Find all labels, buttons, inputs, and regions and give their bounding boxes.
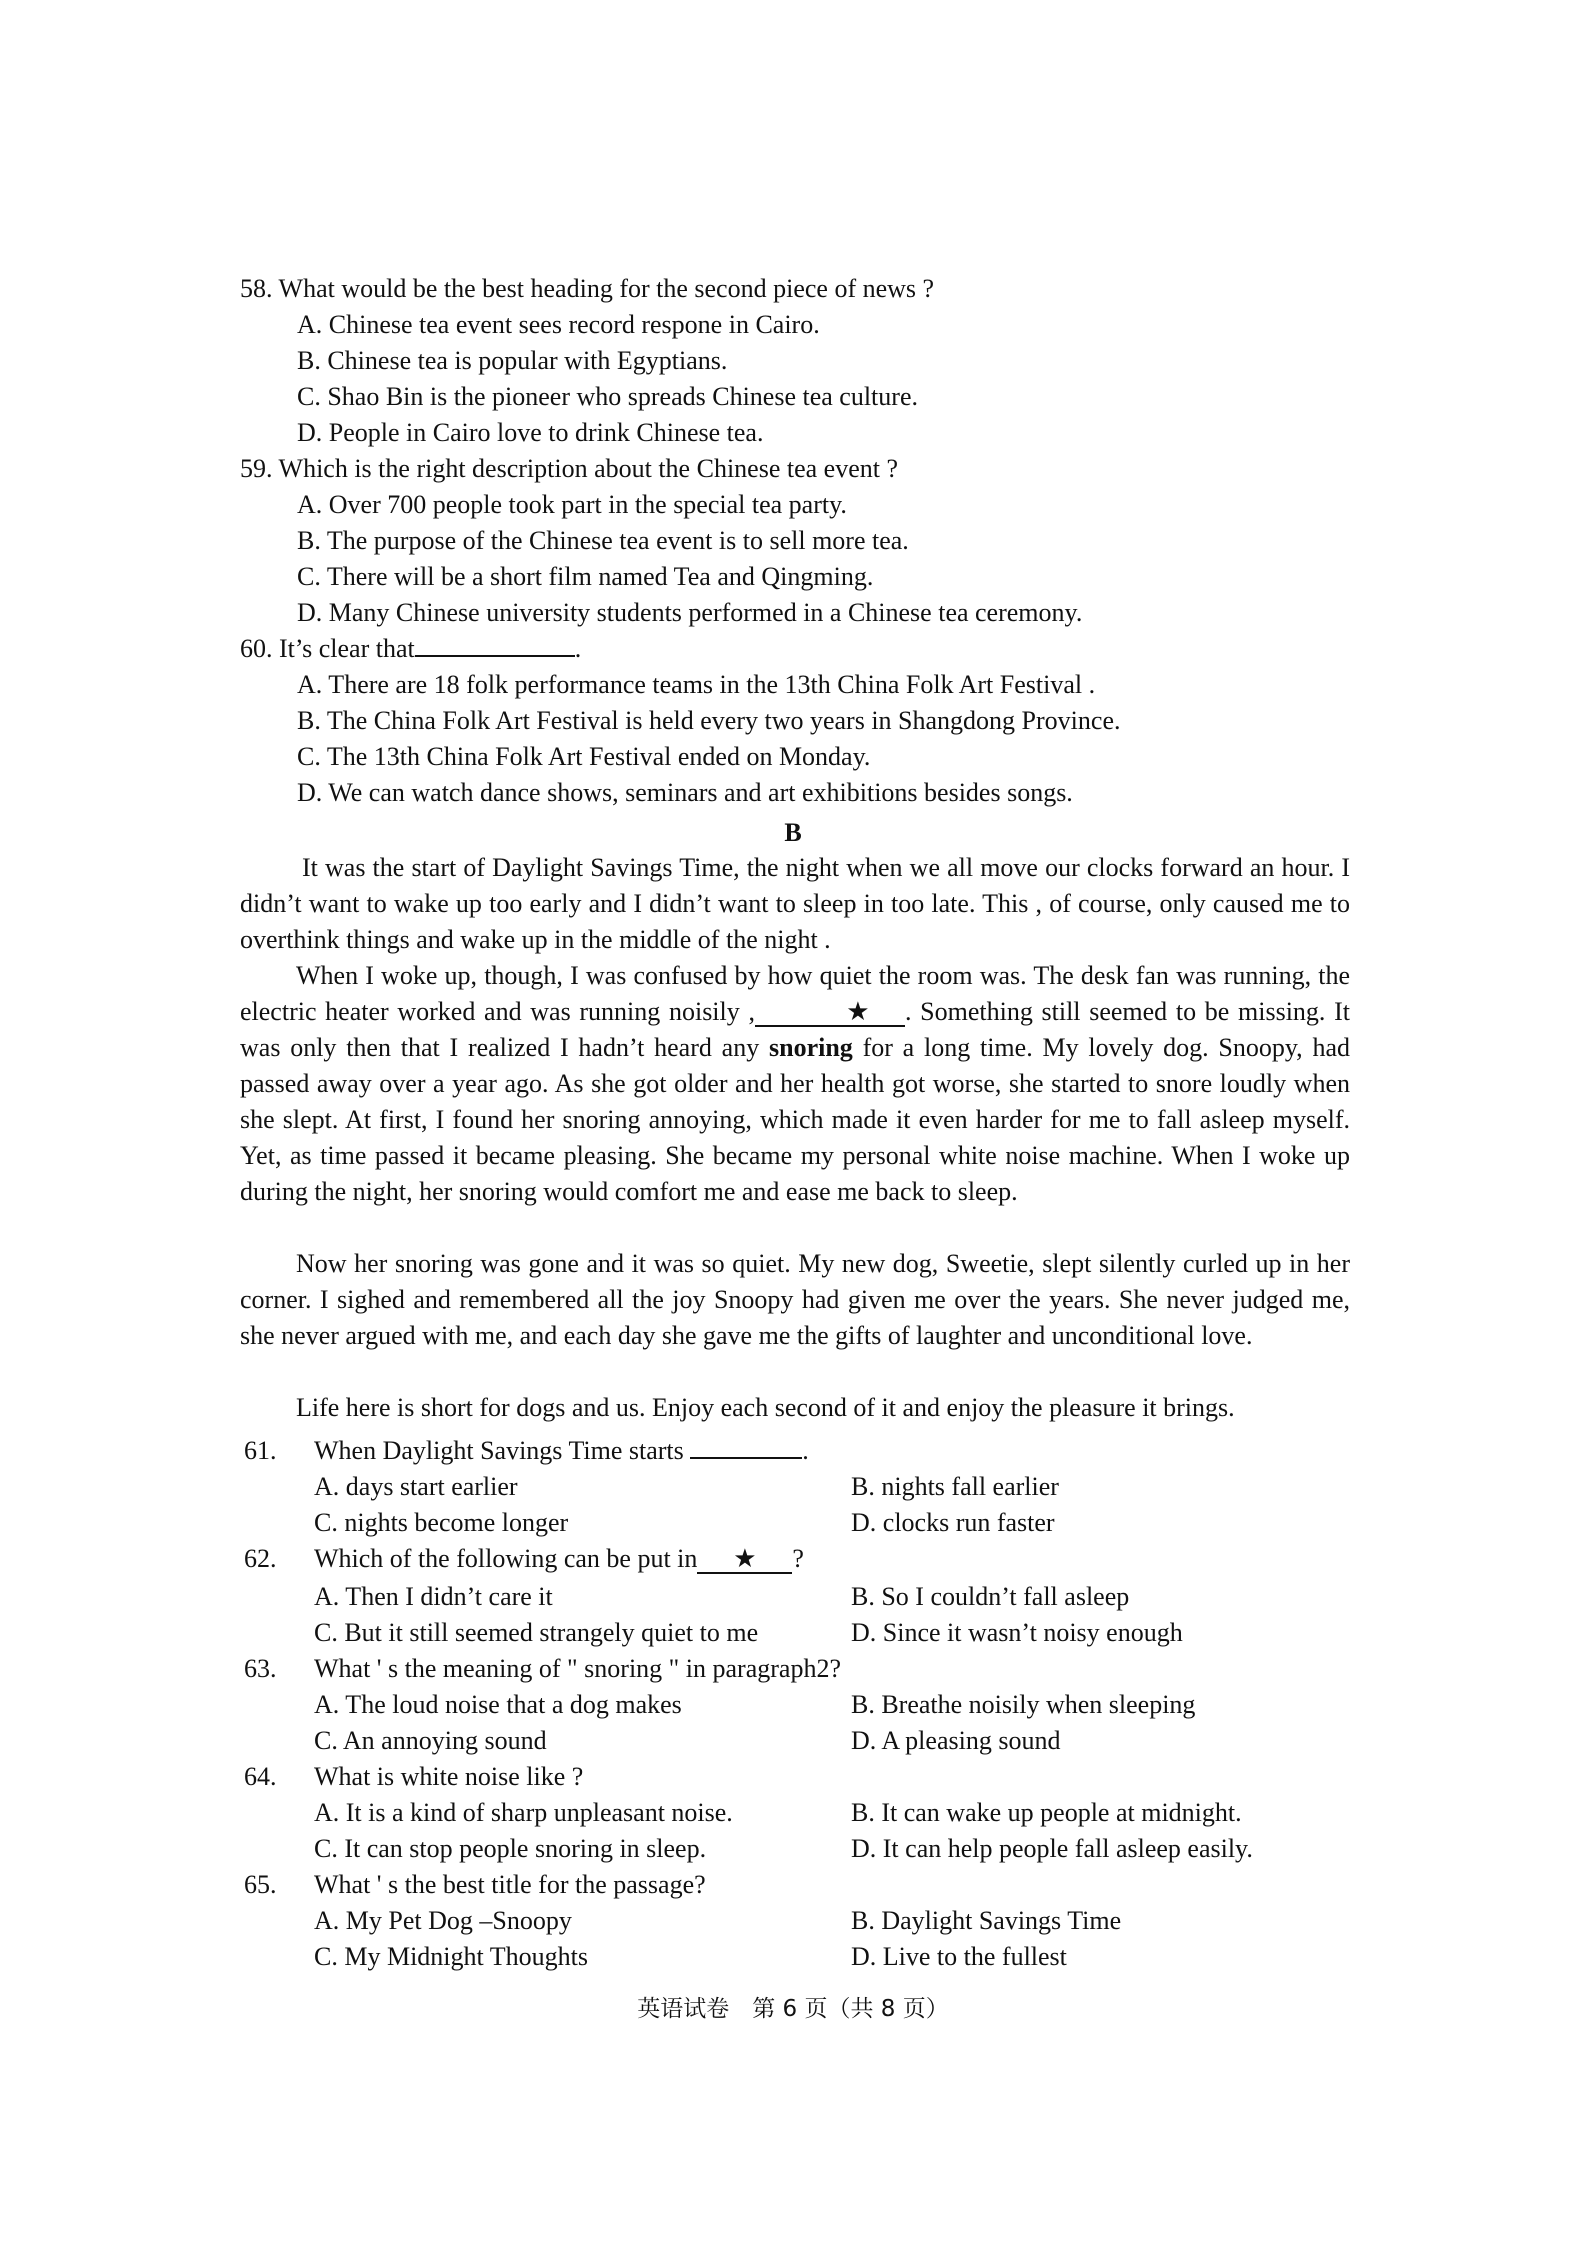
star-blank bbox=[755, 999, 905, 1027]
q65-option-c: C. My Midnight Thoughts bbox=[314, 1942, 589, 1971]
q60-option-a: A. There are 18 folk performance teams in the 13th China Folk Art Festival . bbox=[297, 670, 1096, 699]
q62-option-b: B. So I couldn’t fall asleep bbox=[851, 1582, 1130, 1611]
q64-option-b: B. It can wake up people at midnight. bbox=[851, 1798, 1242, 1827]
q62-stem-prefix: Which of the following can be put in bbox=[314, 1544, 698, 1573]
section-heading: B bbox=[784, 818, 802, 847]
passage-paragraph-1: It was the start of Daylight Savings Time, the night when we all move our clocks forward an hour. I didn’t want to wake up too early and I didn’t want to sleep in too late. This , of course, only caused me to overthink things and wake up in the middle of the night . bbox=[240, 853, 1350, 954]
q61-option-a: A. days start earlier bbox=[314, 1472, 518, 1501]
q61-number: 61. bbox=[244, 1436, 277, 1465]
answer-blank bbox=[415, 655, 575, 657]
q60-stem-suffix: . bbox=[574, 634, 582, 663]
star-icon: ★ bbox=[846, 997, 870, 1026]
q63-option-d: D. A pleasing sound bbox=[851, 1726, 1061, 1755]
q60-option-d: D. We can watch dance shows, seminars and art exhibitions besides songs. bbox=[297, 778, 1073, 807]
q59-option-d: D. Many Chinese university students performed in a Chinese tea ceremony. bbox=[297, 598, 1083, 627]
q61-stem-prefix: When Daylight Savings Time starts bbox=[314, 1436, 684, 1465]
q59-option-c: C. There will be a short film named Tea and Qingming. bbox=[297, 562, 874, 591]
answer-blank bbox=[690, 1457, 802, 1459]
q58-option-d: D. People in Cairo love to drink Chinese tea. bbox=[297, 418, 764, 447]
snoring-keyword: snoring bbox=[768, 1033, 853, 1062]
q61-option-b: B. nights fall earlier bbox=[851, 1472, 1059, 1501]
q64-option-c: C. It can stop people snoring in sleep. bbox=[314, 1834, 707, 1863]
q58-stem: 58. What would be the best heading for the second piece of news ? bbox=[240, 274, 935, 303]
q63-option-b: B. Breathe noisily when sleeping bbox=[851, 1690, 1196, 1719]
star-icon: ★ bbox=[733, 1544, 757, 1573]
q58-option-a: A. Chinese tea event sees record respone in Cairo. bbox=[297, 310, 820, 339]
q61-stem-suffix: . bbox=[802, 1436, 809, 1465]
q60-stem bbox=[240, 636, 581, 662]
q65-option-b: B. Daylight Savings Time bbox=[851, 1906, 1122, 1935]
q61-option-c: C. nights become longer bbox=[314, 1508, 569, 1537]
q58-option-b: B. Chinese tea is popular with Egyptians. bbox=[297, 346, 728, 375]
passage-paragraph-2 bbox=[240, 958, 1350, 1210]
q60-option-b: B. The China Folk Art Festival is held every two years in Shangdong Province. bbox=[297, 706, 1121, 735]
q63-stem: What ' s the meaning of " snoring " in paragraph2? bbox=[314, 1654, 841, 1683]
q64-stem: What is white noise like ? bbox=[314, 1762, 584, 1791]
q65-option-d: D. Live to the fullest bbox=[851, 1942, 1067, 1971]
page-footer: 英语试卷 第 6 页（共 8 页） bbox=[637, 1996, 949, 2022]
q62-option-c: C. But it still seemed strangely quiet to me bbox=[314, 1618, 759, 1647]
q59-option-a: A. Over 700 people took part in the special tea party. bbox=[297, 490, 847, 519]
q59-option-b: B. The purpose of the Chinese tea event is to sell more tea. bbox=[297, 526, 909, 555]
p2-text-c: for a long time. My lovely dog. Snoopy, had passed away over a year ago. As she got older and her health got worse, she started to snore loudly when she slept. At first, I found her snoring annoying, which made it even harder for me to fall asleep myself. Yet, as time passed it became pleasing. She became my personal white noise machine. When I woke up during the night, her snoring would comfort me and ease me back to sleep. bbox=[240, 1033, 1350, 1206]
p2-text-b: . Something still seemed to be missing. It was only then that I realized I hadn’t heard any bbox=[240, 997, 1350, 1062]
q62-option-d: D. Since it wasn’t noisy enough bbox=[851, 1618, 1183, 1647]
q62-option-a: A. Then I didn’t care it bbox=[314, 1582, 553, 1611]
q58-option-c: C. Shao Bin is the pioneer who spreads Chinese tea culture. bbox=[297, 382, 918, 411]
q64-option-a: A. It is a kind of sharp unpleasant noise. bbox=[314, 1798, 733, 1827]
q63-option-c: C. An annoying sound bbox=[314, 1726, 547, 1755]
p2-text-a: When I woke up, though, I was confused by how quiet the room was. The desk fan was running, the electric heater worked and was running noisily , bbox=[240, 961, 1350, 1026]
q62-stem bbox=[314, 1546, 804, 1574]
q59-stem: 59. Which is the right description about the Chinese tea event ? bbox=[240, 454, 899, 483]
q64-option-d: D. It can help people fall asleep easily. bbox=[851, 1834, 1253, 1863]
q63-option-a: A. The loud noise that a dog makes bbox=[314, 1690, 682, 1719]
q65-option-a: A. My Pet Dog –Snoopy bbox=[314, 1906, 572, 1935]
q64-number: 64. bbox=[244, 1762, 277, 1791]
q62-stem-suffix: ? bbox=[792, 1544, 804, 1573]
q63-number: 63. bbox=[244, 1654, 277, 1683]
q60-option-c: C. The 13th China Folk Art Festival ended on Monday. bbox=[297, 742, 871, 771]
q62-number: 62. bbox=[244, 1544, 277, 1573]
q65-stem: What ' s the best title for the passage? bbox=[314, 1870, 706, 1899]
q65-number: 65. bbox=[244, 1870, 277, 1899]
passage-paragraph-3: Now her snoring was gone and it was so quiet. My new dog, Sweetie, slept silently curled up in her corner. I sighed and remembered all the joy Snoopy had given me over the years. She never judged me, she never argued with me, and each day she gave me the gifts of laughter and unconditional love. bbox=[240, 1249, 1350, 1350]
q61-option-d: D. clocks run faster bbox=[851, 1508, 1055, 1537]
q61-stem bbox=[314, 1438, 809, 1464]
star-blank bbox=[697, 1546, 792, 1574]
passage-paragraph-4: Life here is short for dogs and us. Enjoy each second of it and enjoy the pleasure it brings. bbox=[296, 1393, 1235, 1422]
q60-stem-prefix: 60. It’s clear that bbox=[240, 634, 415, 663]
